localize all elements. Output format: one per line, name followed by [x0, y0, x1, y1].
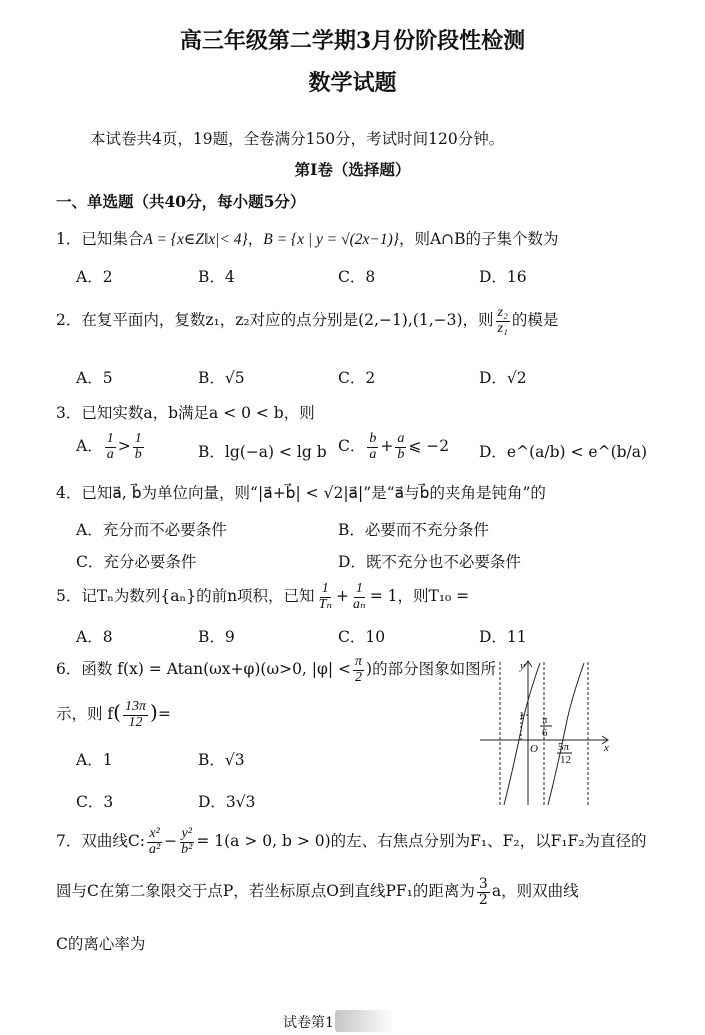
q3-a-d2: b — [134, 446, 142, 462]
q6-stem-c: 示，则 f — [56, 705, 114, 724]
y-label: y — [520, 660, 525, 672]
q7-a2: a² — [148, 841, 161, 857]
tangent-branch-2 — [548, 663, 584, 805]
q2-frac-num: z₂ — [497, 305, 508, 320]
q6-arg-frac — [123, 700, 148, 730]
q3-c-d2: b — [397, 446, 405, 462]
q7-line1-b: = 1(a > 0, b > 0)的左、右焦点分别为F₁、F₂，以F₁F₂为直径的 — [196, 832, 647, 851]
origin-label: O — [530, 743, 538, 755]
q2-frac-den: z₁ — [497, 320, 508, 336]
q1-stem-b: ，则A∩B的子集个数为 — [398, 230, 559, 248]
q7-frac-32 — [477, 877, 490, 907]
q6-pi-frac — [353, 655, 364, 685]
tick1-den: 6 — [542, 727, 548, 739]
q1-option-b: B．4 — [198, 268, 235, 286]
q5-n2: 1 — [355, 581, 363, 596]
q6-pi-den: 2 — [355, 669, 362, 685]
q7-line2-b: a，则双曲线 — [491, 882, 579, 901]
q1-option-d: D．16 — [479, 268, 527, 286]
q5-frac1 — [317, 582, 334, 612]
question-7-line-1 — [56, 827, 647, 857]
exam-intro: 本试卷共4页，19题，全卷满分150分，考试时间120分钟。 — [90, 130, 505, 148]
question-6-stem — [56, 655, 496, 685]
q5-d1: Tₙ — [318, 596, 333, 612]
tick1-num: π — [542, 714, 548, 726]
q1-option-c: C．8 — [338, 268, 376, 286]
page-footer: 试卷第1 — [283, 1015, 334, 1031]
question-1-stem — [56, 227, 559, 249]
q1-stem-a: 1．已知集合 — [56, 230, 144, 248]
q3-a-frac1 — [105, 432, 116, 462]
q1-sep: ， — [247, 230, 264, 248]
q3-a-rel: > — [117, 437, 131, 456]
q2-option-a: A．5 — [76, 369, 113, 387]
one-label: 1 — [519, 710, 525, 722]
q2-option-c: C．2 — [338, 369, 376, 387]
q6-arg-den: 12 — [128, 714, 143, 730]
q3-a-d1: a — [106, 446, 114, 462]
q7-minus: − — [164, 832, 178, 851]
tick2-num: 5π — [558, 741, 570, 753]
q5-n1: 1 — [321, 581, 329, 596]
q7-line1-a: 7．双曲线C: — [56, 832, 145, 851]
question-6-stem-2: 示，则 f( $\frac{13\pi}{12}$ )= — [56, 699, 171, 730]
tangent-branch-1 — [504, 663, 540, 805]
q6-stem-a: 6．函数 f(x) = Atan(ωx+φ)(ω>0, |φ| < — [56, 660, 351, 679]
q7-x2: x² — [149, 826, 160, 841]
q1-option-a: A．2 — [76, 268, 113, 286]
q6-stem-d: = — [157, 705, 171, 724]
exam-subtitle: 数学试题 — [308, 70, 397, 96]
q5-plus: + — [336, 587, 350, 606]
question-2-stem — [56, 306, 558, 336]
q3-c-n1: b — [369, 431, 377, 446]
q3-c-tail: ⩽ −2 — [408, 437, 450, 456]
q7-y2: y² — [181, 826, 192, 841]
q7-frac-y — [179, 827, 194, 857]
exam-title: 高三年级第二学期3月份阶段性检测 — [179, 28, 526, 54]
question-7-line-2 — [56, 877, 579, 907]
q7-frac-x — [147, 827, 162, 857]
q3-a-label: A． — [76, 437, 103, 456]
q6-option-c: C．3 — [76, 793, 114, 811]
q3-c-frac1 — [367, 432, 378, 462]
tangent-graph — [476, 655, 616, 810]
q5-frac2 — [351, 582, 368, 612]
q3-c-plus: + — [380, 437, 394, 456]
question-7-line-3: C的离心率为 — [56, 935, 146, 953]
q2-stem-a: 2．在复平面内，复数z₁，z₂对应的点分别是(2,−1),(1,−3)，则 — [56, 311, 494, 330]
q4-option-c: C．充分必要条件 — [76, 553, 197, 571]
q3-c-frac2 — [395, 432, 406, 462]
q3-option-c — [338, 432, 449, 462]
q6-option-b: B．√3 — [198, 751, 245, 769]
q1-set-b: B = {x | y = √(2x−1)} — [263, 231, 399, 248]
q7-line2-a: 圆与C在第二象限交于点P，若坐标原点O到直线PF₁的距离为 — [56, 882, 475, 901]
q3-c-d1: a — [369, 446, 377, 462]
q2-stem-b: 的模是 — [511, 311, 559, 330]
tick2-den: 12 — [560, 754, 571, 766]
q2-option-b: B．√5 — [198, 369, 245, 387]
q1-set-a: A = {x∈Z‖x|< 4} — [143, 231, 248, 248]
q5-stem-b: = 1，则T₁₀ = — [369, 587, 470, 606]
q2-option-d: D．√2 — [479, 369, 527, 387]
q4-option-a: A．充分而不必要条件 — [76, 521, 227, 539]
q3-option-a — [76, 432, 146, 462]
q3-option-b: B．lg(−a) < lg b — [198, 443, 327, 461]
q3-a-frac2 — [133, 432, 144, 462]
question-4-stem: 4．已知a⃗, b⃗为单位向量，则“|a⃗+b⃗| < √2|a⃗|”是“a⃗与b⃗的夹角是钝角”的 — [56, 484, 546, 502]
q6-option-d: D．3√3 — [198, 793, 256, 811]
q6-pi-num: π — [355, 654, 363, 669]
question-3-stem: 3．已知实数a，b满足a < 0 < b，则 — [56, 404, 315, 422]
q7-two: 2 — [478, 891, 488, 908]
q7-b2: b² — [181, 841, 193, 857]
q6-arg-num: 13π — [124, 699, 146, 714]
q3-option-d: D．e^(a/b) < e^(b/a) — [479, 443, 648, 461]
q5-option-b: B．9 — [198, 628, 235, 646]
section-title: 一、单选题（共40分，每小题5分） — [56, 192, 306, 211]
q4-option-b: B．必要而不充分条件 — [338, 521, 489, 539]
q3-c-n2: a — [397, 431, 405, 446]
q3-a-n1: 1 — [106, 431, 114, 446]
x-label: x — [604, 742, 609, 754]
scan-smudge — [335, 1010, 395, 1032]
q2-fraction — [496, 306, 510, 336]
q6-stem-b: )的部分图象如图所 — [366, 660, 497, 679]
q5-d2: aₙ — [353, 596, 366, 612]
question-5-stem — [56, 582, 469, 612]
q6-option-a: A．1 — [76, 751, 113, 769]
volume-title: 第I卷（选择题） — [294, 160, 411, 179]
q5-option-c: C．10 — [338, 628, 386, 646]
q4-option-d: D．既不充分也不必要条件 — [338, 553, 521, 571]
q5-option-d: D．11 — [479, 628, 527, 646]
q3-a-n2: 1 — [134, 431, 142, 446]
q5-option-a: A．8 — [76, 628, 113, 646]
q3-c-label: C． — [338, 437, 366, 456]
q5-stem-a: 5．记Tₙ为数列{aₙ}的前n项积，已知 — [56, 587, 315, 606]
q7-three: 3 — [478, 876, 488, 892]
